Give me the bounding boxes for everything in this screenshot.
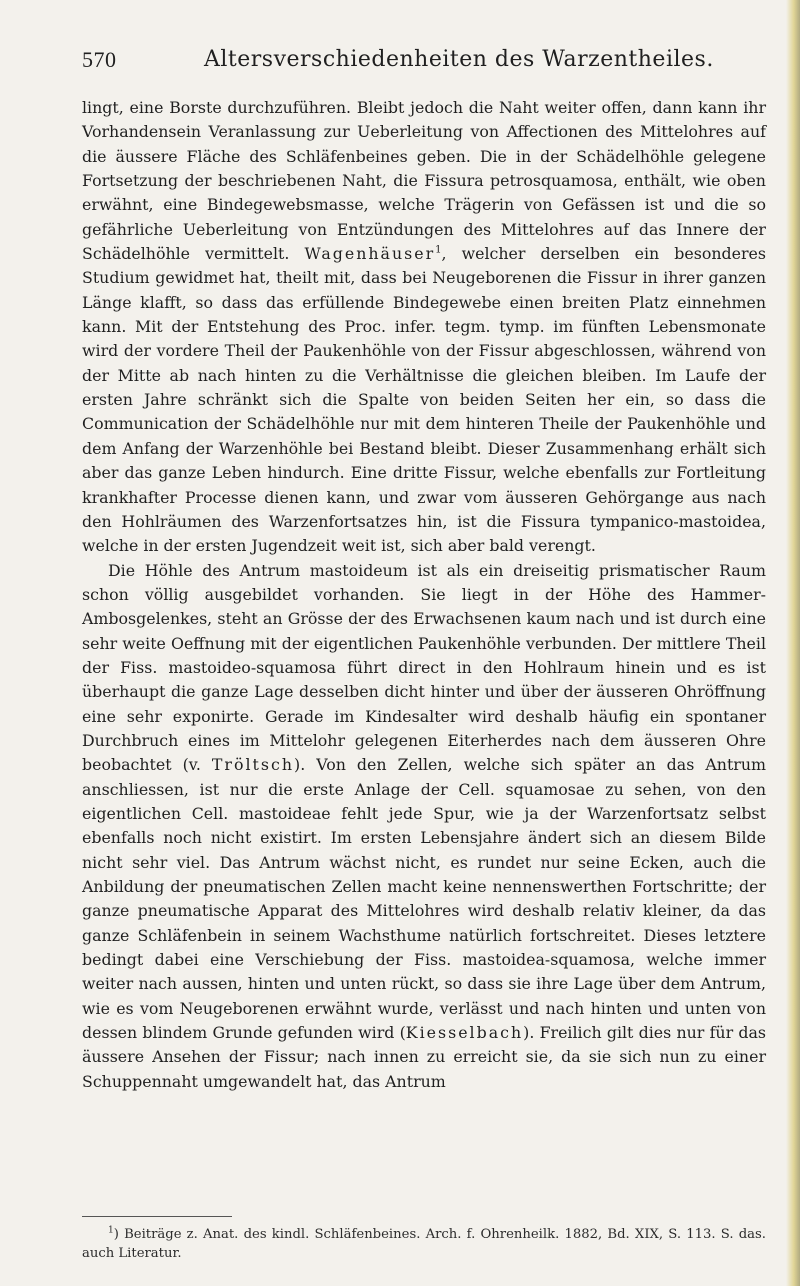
footnote-text: ) Beiträge z. Anat. des kindl. Schläfenbeines. Arch. f. Ohrenheilk. 1882, Bd. XIX, S. 113. S. das. auch Literatur.: [82, 1227, 766, 1261]
page-number: 570: [82, 47, 117, 72]
footnote-reference: 1: [435, 244, 442, 256]
paragraph-1-text-a: lingt, eine Borste durchzuführen. Bleibt jedoch die Naht weiter offen, dann kann ihr Vorhandensein Veranlassung zur Ueberleitung von Affectionen des Mittelohres auf die äussere Fläche des Schläfenbeines geben. Die in der Schädelhöhle gelegene Fortsetzung der beschriebenen Naht, die Fissura petrosquamosa, enthält, wie oben erwähnt, eine Bindegewebsmasse, welche Trägerin von Gefässen ist und die so gefährliche Ueberleitung von Entzündungen des Mittelohres auf das Innere der Schädelhöhle vermittelt.: [82, 98, 766, 264]
paragraph-2-text-a: Die Höhle des Antrum mastoideum ist als ein dreiseitig prismatischer Raum schon völlig ausgebildet vorhanden. Sie liegt in der Höhe des Hammer-Ambosgelenkes, steht an Grösse der des Erwachsenen kaum nach und ist durch eine sehr weite Oeffnung mit der eigentlichen Paukenhöhle verbunden. Der mittlere Theil der Fiss. mastoideo-squamosa führt direct in den Hohlraum hinein und es ist überhaupt die ganze Lage desselben dicht hinter und über der äusseren Ohröffnung eine sehr exponirte. Gerade im Kindesalter wird deshalb häufig ein spontaner Durchbruch eines im Mittelohr gelegenen Eiterherdes nach dem äusseren Ohre beobachtet (v.: [82, 560, 766, 775]
page-edge-shadow: [786, 0, 800, 1286]
footnote-divider: [82, 1216, 232, 1217]
author-name: Kiesselbach: [405, 1023, 524, 1043]
paragraph-2: [82, 559, 766, 1095]
paragraph-1-text-b: , welcher derselben ein besonderes Studium gewidmet hat, theilt mit, dass bei Neugeborenen die Fissur in ihrer ganzen Länge klafft, so dass das erfüllende Bindegewebe einen breiten Platz einnehmen kann. Mit der Entstehung des Proc. infer. tegm. tymp. im fünften Lebensmonate wird der vordere Theil der Paukenhöhle von der Fissur abgeschlossen, während von der Mitte ab nach hinten zu die Verhältnisse die gleichen bleiben. Im Laufe der ersten Jahre schränkt sich die Spalte von beiden Seiten her ein, so dass die Communication der Schädelhöhle nur mit dem hinteren Theile der Paukenhöhle und dem Anfang der Warzenhöhle bei Bestand bleibt. Dieser Zusammenhang erhält sich aber das ganze Leben hindurch. Eine dritte Fissur, welche ebenfalls zur Fortleitung krankhafter Processe dienen kann, und zwar vom äusseren Gehörgange aus nach den Hohlräumen des Warzenfortsatzes hin, ist die Fissura tympanico-mastoidea, welche in der ersten Jugendzeit weit ist, sich aber bald verengt.: [82, 244, 766, 556]
footnote-marker: 1: [108, 1225, 114, 1236]
body-text: [82, 96, 766, 1094]
author-name: Wagenhäuser: [304, 244, 436, 264]
paragraph-2-text-b: ). Von den Zellen, welche sich später an das Antrum anschliessen, ist nur die erste Anlage der Cell. squamosae zu sehen, von den eigentlichen Cell. mastoideae fehlt jede Spur, wie ja der Warzenfortsatz selbst ebenfalls noch nicht existirt. Im ersten Lebensjahre ändert sich an diesem Bilde nicht sehr viel. Das Antrum wächst nicht, es rundet nur seine Ecken, auch die Anbildung der pneumatischen Zellen macht keine nennenswerthen Fortschritte; der ganze pneumatische Apparat des Mittelohres wird deshalb relativ kleiner, da das ganze Schläfenbein in seinem Wachsthume natürlich fortschreitet. Dieses letztere bedingt dabei eine Verschiebung der Fiss. mastoidea-squamosa, welche immer weiter nach aussen, hinten und unten rückt, so dass sie ihre Lage über dem Antrum, wie es vom Neugeborenen erwähnt wurde, verlässt und nach hinten und unten von dessen blindem Grunde gefunden wird (: [82, 755, 766, 1043]
paragraph-1: [82, 96, 766, 559]
running-title: Altersverschiedenheiten des Warzentheiles.: [204, 47, 714, 72]
paragraph-2-text-c: ). Freilich gilt dies nur für das äussere Ansehen der Fissur; nach innen zu erreicht sie, da sie sich nun zu einer Schuppennaht umgewandelt hat, das Antrum: [82, 1023, 766, 1091]
footnote: [82, 1225, 766, 1263]
page-header: [82, 44, 762, 76]
author-name: Tröltsch: [211, 755, 295, 775]
